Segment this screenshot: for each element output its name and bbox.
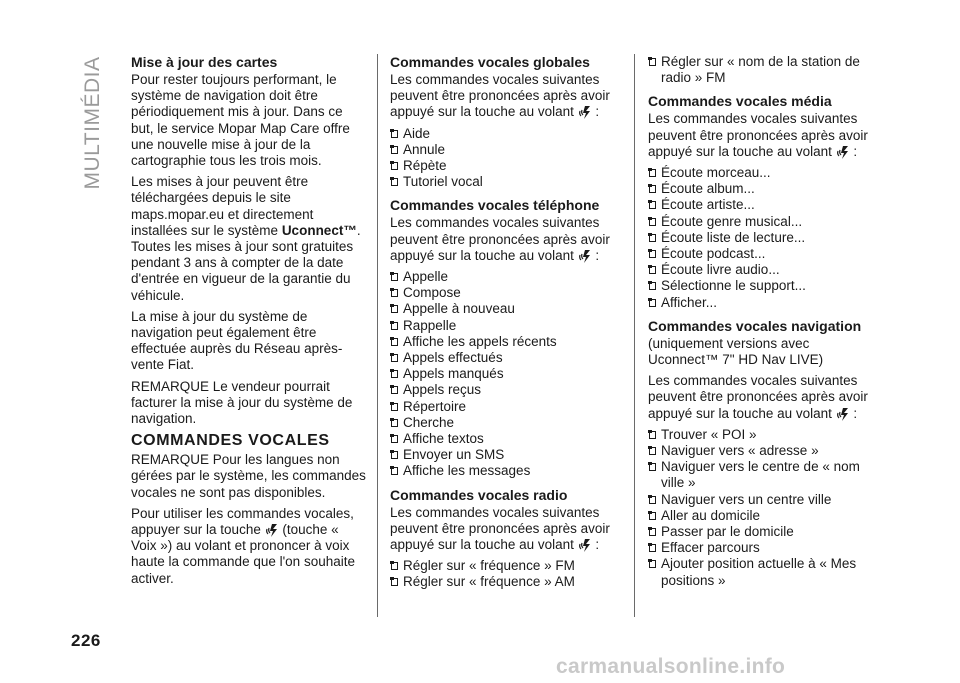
media-commands-list xyxy=(648,165,880,311)
list-item-label: Régler sur « fréquence » AM xyxy=(403,574,575,590)
bullet-box-icon xyxy=(649,169,656,177)
list-item-label: Naviguer vers « adresse » xyxy=(661,443,819,459)
column-divider xyxy=(377,54,378,617)
list-item-label: Compose xyxy=(403,285,461,301)
heading-phone-commands: Commandes vocales téléphone xyxy=(390,197,600,214)
voice-command-icon xyxy=(265,522,279,538)
list-item-label: Répertoire xyxy=(403,398,467,414)
paragraph: Les commandes vocales suivantes peuvent être prononcées après avoir appuyé sur la touche au volant : xyxy=(648,373,868,421)
bullet-box-icon xyxy=(391,338,398,346)
bullet-box-icon xyxy=(391,403,398,411)
list-item xyxy=(390,415,622,431)
column-2 xyxy=(390,54,622,598)
list-item-label: Passer par le domicile xyxy=(661,524,794,540)
list-item xyxy=(648,246,880,262)
bullet-box-icon xyxy=(391,451,398,459)
bullet-box-icon xyxy=(391,578,398,586)
list-item xyxy=(390,447,622,463)
list-item-label: Ajouter position actuelle à « Mes positions » xyxy=(661,556,857,588)
list-item xyxy=(390,158,622,174)
paragraph: Les commandes vocales suivantes peuvent être prononcées après avoir appuyé sur la touche au volant : xyxy=(390,215,610,263)
list-item-label: Effacer parcours xyxy=(661,540,760,556)
column-3 xyxy=(648,54,880,596)
bullet-box-icon xyxy=(391,435,398,443)
bullet-box-icon xyxy=(649,266,656,274)
list-item xyxy=(390,431,622,447)
list-item xyxy=(390,558,622,574)
list-item xyxy=(648,214,880,230)
list-item-label: Affiche textos xyxy=(403,431,484,447)
bullet-box-icon xyxy=(391,305,398,313)
list-item xyxy=(390,382,622,398)
list-item xyxy=(648,443,880,459)
paragraph: (uniquement versions avec Uconnect™ 7" HD Nav LIVE) xyxy=(648,335,824,368)
bullet-box-icon xyxy=(649,185,656,193)
radio-commands-list xyxy=(390,558,622,590)
list-item-label: Affiche les appels récents xyxy=(403,333,557,349)
list-item-label: Appelle xyxy=(403,269,449,285)
list-item-label: Répète xyxy=(403,158,447,174)
list-item-label: Écoute album... xyxy=(661,181,755,197)
list-item xyxy=(648,165,880,181)
list-item-label: Aller au domicile xyxy=(661,507,761,523)
bullet-box-icon xyxy=(649,431,656,439)
list-item-label: Appelle à nouveau xyxy=(403,301,515,317)
bullet-box-icon xyxy=(649,496,656,504)
list-item-label: Régler sur « fréquence » FM xyxy=(403,558,575,574)
list-item-label: Écoute podcast... xyxy=(661,246,766,262)
list-item-label: Sélectionne le support... xyxy=(661,278,806,294)
bullet-box-icon xyxy=(649,218,656,226)
list-item-label: Écoute genre musical... xyxy=(661,213,803,229)
paragraph: Les commandes vocales suivantes peuvent être prononcées après avoir appuyé sur la touche au volant : xyxy=(390,504,610,553)
bullet-box-icon xyxy=(649,560,656,568)
list-item-label: Appels effectués xyxy=(403,350,503,366)
list-item xyxy=(390,574,622,590)
bullet-box-icon xyxy=(391,467,398,475)
section-side-label: MULTIMÉDIA xyxy=(81,56,104,190)
list-item-label: Appels reçus xyxy=(403,382,482,398)
list-item xyxy=(390,463,622,479)
list-item-label: Écoute morceau... xyxy=(661,165,771,181)
list-item xyxy=(390,126,622,142)
paragraph: Les mises à jour peuvent être téléchargées depuis le site maps.mopar.eu et directement installées sur le système Uconnect™. Toutes les mises à jour sont gratuites pendant 3 ans à compter de la date d'entrée en vigueur de la garantie du véhicule. xyxy=(131,174,361,303)
list-item xyxy=(648,508,880,524)
list-item-label: Tutoriel vocal xyxy=(403,174,483,190)
bullet-box-icon xyxy=(649,234,656,242)
bullet-box-icon xyxy=(649,447,656,455)
bullet-box-icon xyxy=(649,299,656,307)
list-item xyxy=(390,142,622,158)
list-item xyxy=(648,524,880,540)
heading-navigation-commands: Commandes vocales navigation xyxy=(648,317,862,334)
list-item xyxy=(648,295,880,311)
section-title-voice-commands: COMMANDES VOCALES xyxy=(131,432,330,450)
bullet-box-icon xyxy=(391,370,398,378)
list-item xyxy=(648,556,880,588)
bullet-box-icon xyxy=(391,146,398,154)
bullet-box-icon xyxy=(649,250,656,258)
bullet-box-icon xyxy=(649,512,656,520)
paragraph: Pour rester toujours performant, le système de navigation doit être périodiquement mis à jour. Dans ce but, le service Mopar Map Care offre une nouvelle mise à jour de la cartographie tous les trois mois. xyxy=(131,72,350,169)
list-item xyxy=(390,366,622,382)
column-1 xyxy=(131,54,367,592)
list-item xyxy=(648,230,880,246)
list-item xyxy=(390,399,622,415)
list-item-label: Écoute artiste... xyxy=(661,197,755,213)
paragraph: REMARQUE Le vendeur pourrait facturer la mise à jour du système de navigation. xyxy=(131,378,353,427)
list-item-label: Affiche les messages xyxy=(403,463,531,479)
list-item xyxy=(390,285,622,301)
list-item-label: Envoyer un SMS xyxy=(403,447,505,463)
bullet-box-icon xyxy=(649,282,656,290)
list-item-label: Aide xyxy=(403,125,431,141)
bullet-box-icon xyxy=(391,419,398,427)
list-item xyxy=(648,427,880,443)
radio-commands-list-continued xyxy=(648,54,880,86)
voice-command-icon xyxy=(578,104,592,120)
bullet-box-icon xyxy=(649,58,656,66)
list-item-label: Cherche xyxy=(403,414,455,430)
list-item xyxy=(648,181,880,197)
paragraph: La mise à jour du système de navigation peut également être effectuée auprès du Réseau après-vente Fiat. xyxy=(131,308,343,373)
bullet-box-icon xyxy=(391,162,398,170)
voice-command-icon xyxy=(836,406,850,422)
list-item-label: Naviguer vers un centre ville xyxy=(661,491,832,507)
list-item xyxy=(648,197,880,213)
bullet-box-icon xyxy=(649,544,656,552)
bullet-box-icon xyxy=(649,528,656,536)
bullet-box-icon xyxy=(649,201,656,209)
list-item xyxy=(390,318,622,334)
page-number: 226 xyxy=(71,631,101,650)
bullet-box-icon xyxy=(391,130,398,138)
list-item-label: Appels manqués xyxy=(403,366,504,382)
list-item xyxy=(648,540,880,556)
list-item-label: Naviguer vers le centre de « nom ville » xyxy=(661,459,860,491)
list-item xyxy=(648,459,880,491)
phone-commands-list xyxy=(390,269,622,480)
paragraph: Les commandes vocales suivantes peuvent être prononcées après avoir appuyé sur la touche au volant : xyxy=(390,72,610,120)
bullet-box-icon xyxy=(391,178,398,186)
column-divider xyxy=(634,54,635,617)
uconnect-brand: Uconnect™ xyxy=(281,222,357,238)
list-item xyxy=(390,350,622,366)
list-item-label: Rappelle xyxy=(403,317,457,333)
bullet-box-icon xyxy=(649,463,656,471)
list-item xyxy=(648,54,880,86)
paragraph: REMARQUE Pour les langues non gérées par le système, les commandes vocales ne sont pas disponibles. xyxy=(131,452,366,500)
voice-command-icon xyxy=(578,537,592,553)
global-commands-list xyxy=(390,126,622,191)
heading-map-updates: Mise à jour des cartes xyxy=(131,54,278,70)
list-item-label: Écoute liste de lecture... xyxy=(661,229,806,245)
list-item-label: Annule xyxy=(403,141,446,157)
heading-media-commands: Commandes vocales média xyxy=(648,93,832,110)
bullet-box-icon xyxy=(391,562,398,570)
list-item-label: Afficher... xyxy=(661,294,718,310)
list-item xyxy=(390,301,622,317)
paragraph: Pour utiliser les commandes vocales, appuyer sur la touche (touche « Voix ») au volant et prononcer à voix haute la commande que l'on souhaite activer. xyxy=(131,505,355,586)
bullet-box-icon xyxy=(391,273,398,281)
bullet-box-icon xyxy=(391,386,398,394)
watermark: carmanualsonline.info xyxy=(556,655,786,678)
heading-global-commands: Commandes vocales globales xyxy=(390,54,590,70)
list-item xyxy=(390,334,622,350)
list-item xyxy=(390,269,622,285)
bullet-box-icon xyxy=(391,289,398,297)
heading-radio-commands: Commandes vocales radio xyxy=(390,486,568,503)
bullet-box-icon xyxy=(391,322,398,330)
list-item xyxy=(648,278,880,294)
list-item xyxy=(390,174,622,190)
list-item-label: Trouver « POI » xyxy=(661,426,757,442)
paragraph: Les commandes vocales suivantes peuvent être prononcées après avoir appuyé sur la touche au volant : xyxy=(648,111,868,159)
navigation-commands-list xyxy=(648,427,880,589)
list-item-label: Régler sur « nom de la station de radio » FM xyxy=(661,54,860,86)
list-item xyxy=(648,262,880,278)
list-item-label: Écoute livre audio... xyxy=(661,262,780,278)
list-item xyxy=(648,492,880,508)
voice-command-icon xyxy=(836,144,850,160)
voice-command-icon xyxy=(578,248,592,264)
bullet-box-icon xyxy=(391,354,398,362)
